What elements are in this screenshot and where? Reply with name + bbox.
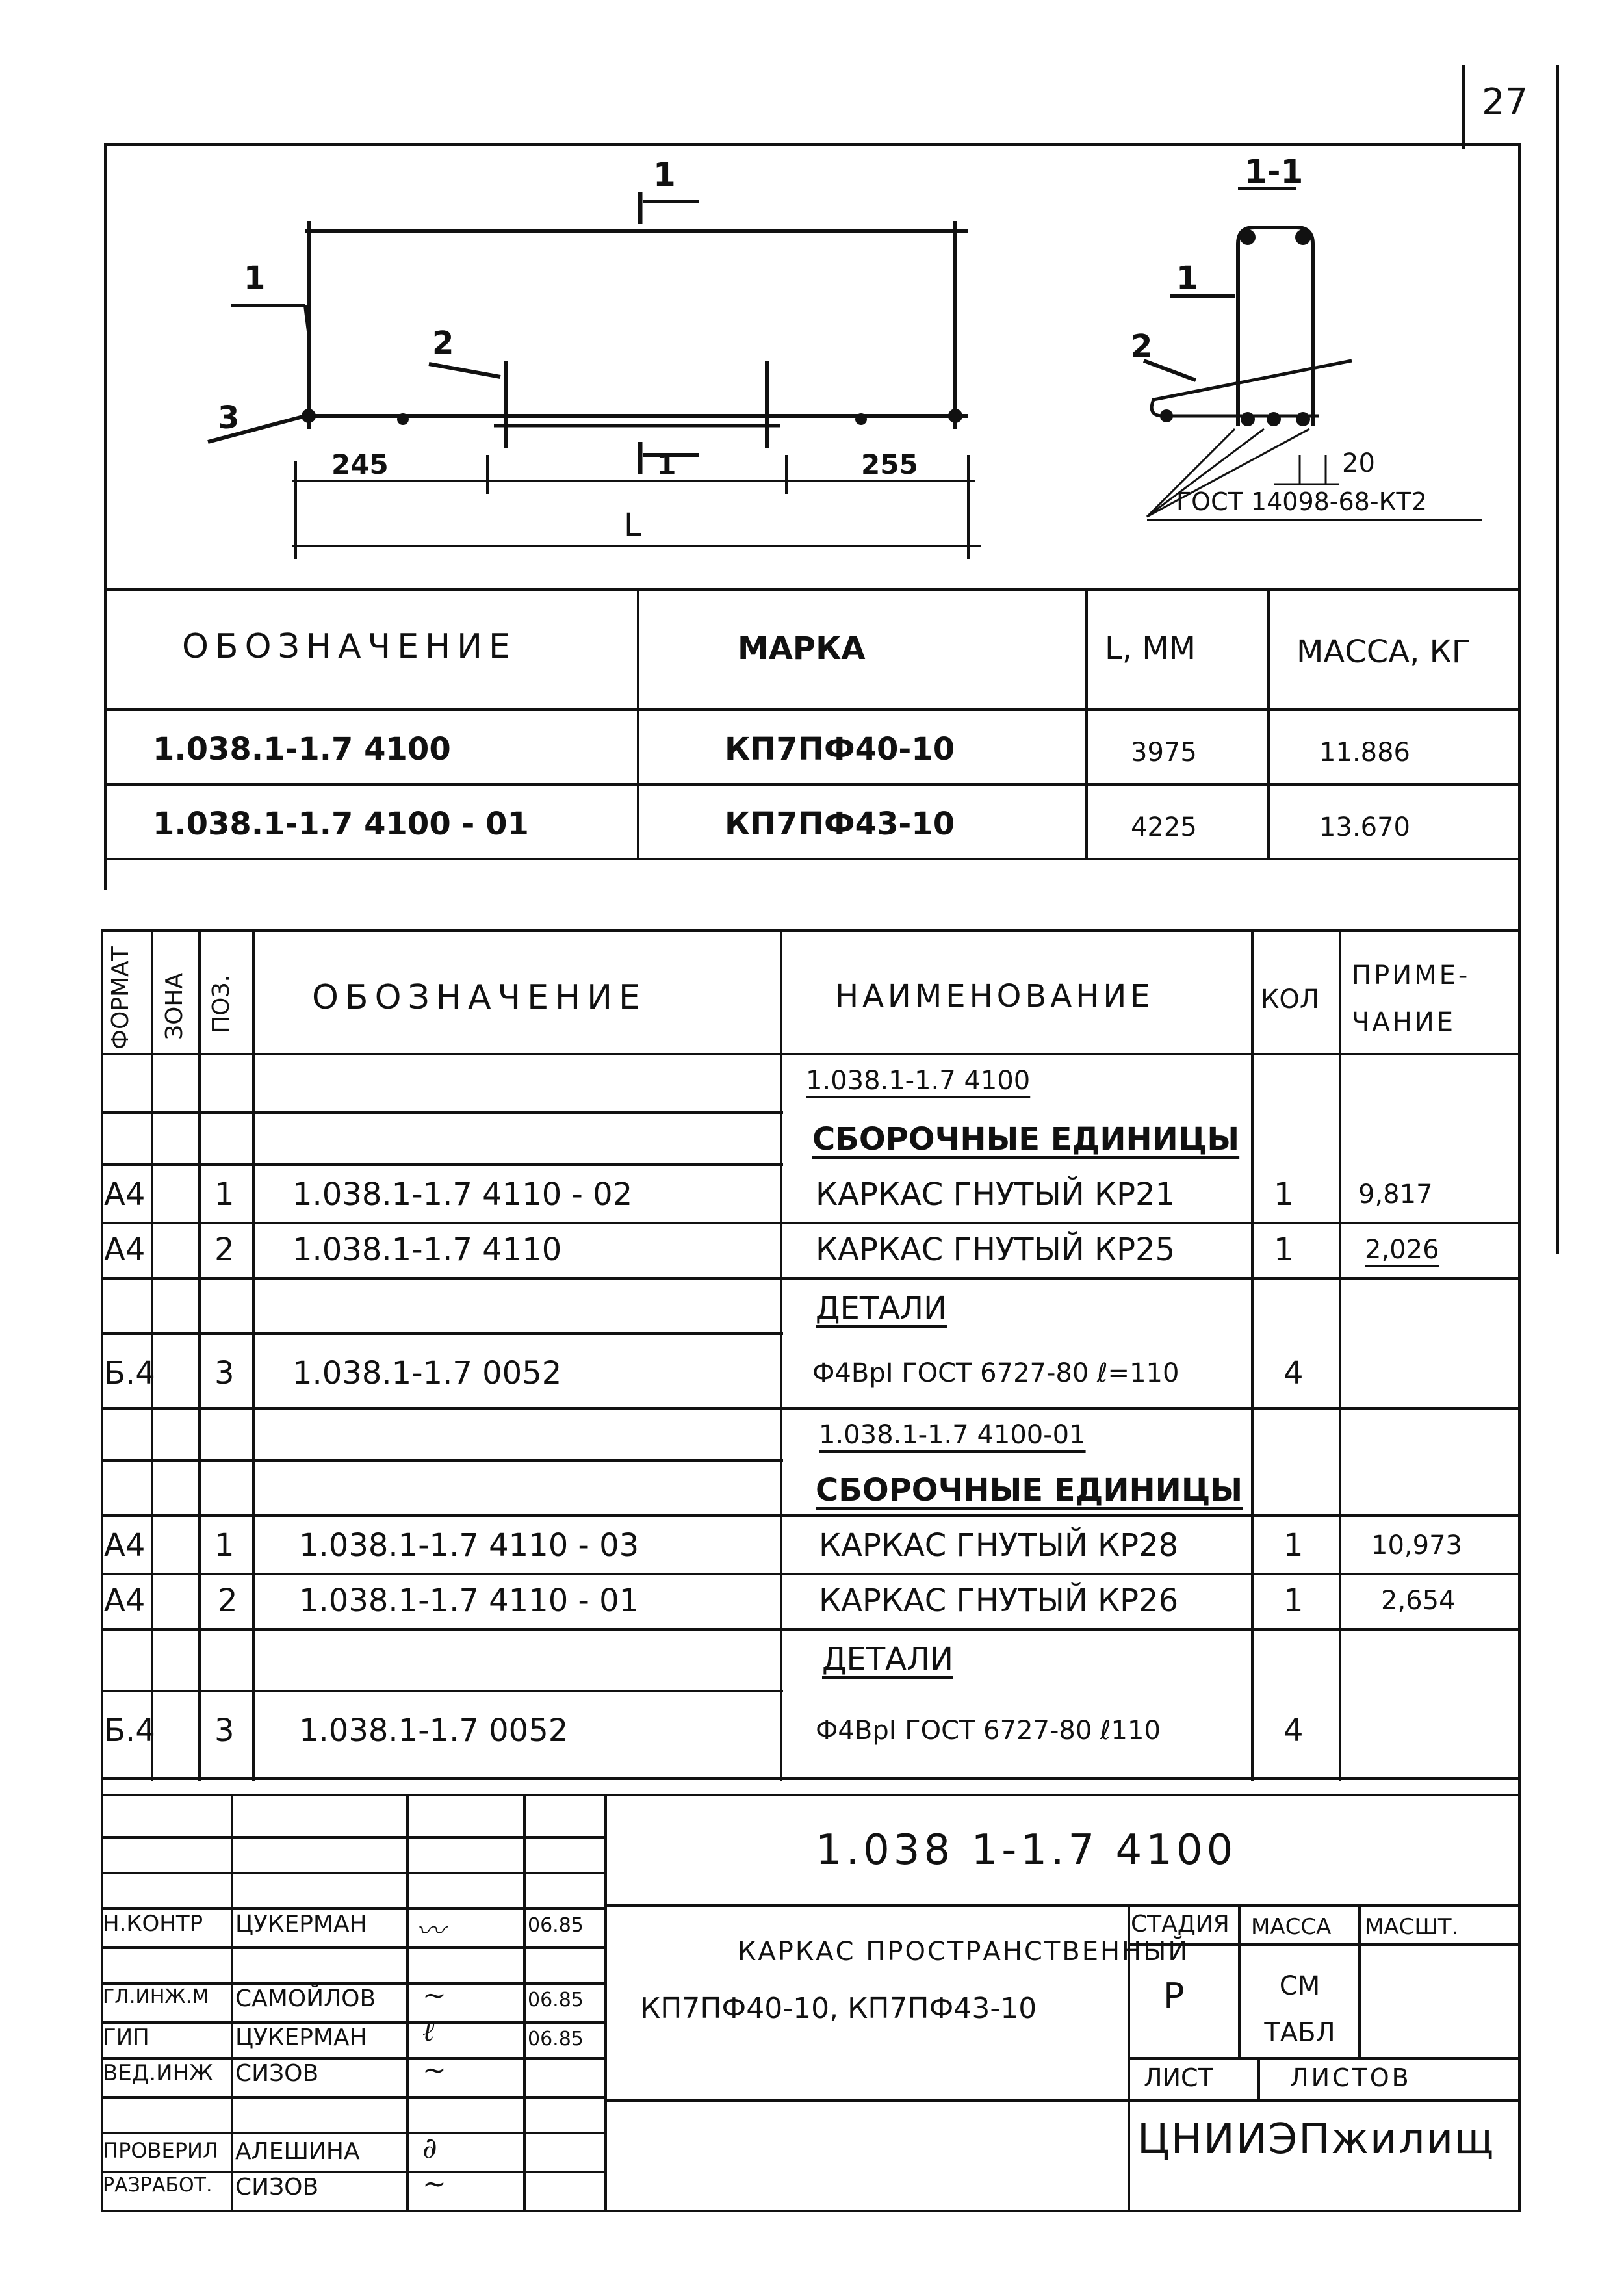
spec-row-4-format: А4: [104, 1232, 146, 1268]
tb-date-1: 06.85: [528, 1914, 584, 1937]
spec-row-rule: [101, 1777, 1518, 1780]
spec-row-10-pos: 2: [218, 1583, 238, 1619]
callout-3: 3: [218, 400, 240, 436]
section-dim: 20: [1342, 448, 1375, 478]
tb-rule-top: [101, 1794, 1518, 1796]
spec-header-designation: ОБОЗНАЧЕНИЕ: [312, 978, 647, 1017]
tb-name-5: АЛЕШИНА: [235, 2138, 360, 2165]
tb-doc-code: 1.038 1-1.7 4100: [816, 1826, 1237, 1874]
spec-row-9-pos: 1: [214, 1527, 235, 1564]
tb-signature-6: ~: [422, 2167, 446, 2201]
section-callout-1: 1: [1176, 260, 1198, 296]
spec-row-rule: [101, 1222, 1518, 1224]
spec-row-4-note: 2,026: [1365, 1235, 1439, 1265]
spec-row-3-pos: 1: [214, 1176, 235, 1213]
spec-row-rule: [101, 1690, 783, 1692]
spec-row-10-name: КАРКАС ГНУТЫЙ КР26: [819, 1583, 1179, 1619]
tb-date-2: 06.85: [528, 1989, 584, 2011]
tb-stage-value: Р: [1163, 1976, 1185, 2017]
tb-signature-3: ℓ: [422, 2015, 435, 2048]
tb-people-rule: [101, 2132, 604, 2134]
tb-rule-sheet2: [1128, 2099, 1518, 2102]
tb-title-line1: КАРКАС ПРОСТРАНСТВЕННЫЙ: [738, 1937, 1190, 1967]
tb-role-1: Н.КОНТР: [103, 1911, 203, 1937]
spec-row-2-name: СБОРОЧНЫЕ ЕДИНИЦЫ: [812, 1121, 1240, 1157]
spec-row-rule: [101, 1163, 783, 1166]
tb-people-rule: [101, 2021, 604, 2024]
spec-col-name: [780, 929, 782, 1781]
spec-row-10-designation: 1.038.1-1.7 4110 - 01: [299, 1583, 639, 1619]
tb-rule-doc: [604, 1904, 1518, 1907]
spec-row-3-designation: 1.038.1-1.7 4110 - 02: [292, 1176, 633, 1213]
section-mark-bottom: 1: [656, 448, 677, 482]
tb-people-rule: [101, 1907, 604, 1910]
spec-col-note: [1339, 929, 1341, 1781]
dim-right: 255: [861, 448, 918, 480]
tb-col-mass: [1238, 1904, 1241, 2057]
tb-people-rule: [101, 1946, 604, 1949]
top-table-r1-length: 3975: [1131, 738, 1197, 768]
spec-row-7-name: 1.038.1-1.7 4100-01: [819, 1420, 1086, 1450]
spec-row-10-note: 2,654: [1381, 1586, 1456, 1616]
spec-row-rule: [101, 1573, 1518, 1575]
spec-row-9-note: 10,973: [1371, 1531, 1462, 1560]
tb-name-1: ЦУКЕРМАН: [235, 1911, 367, 1937]
tb-people-rule: [101, 1836, 604, 1839]
spec-row-12-pos: 3: [214, 1712, 235, 1749]
spec-row-12-name: Ф4ВрI ГОСТ 6727-80 ℓ110: [816, 1716, 1161, 1746]
tb-role-4: ВЕД.ИНЖ: [103, 2060, 213, 2086]
tb-people-col-1: [231, 1794, 233, 2210]
spec-rule-top: [101, 929, 1518, 932]
spec-row-6-designation: 1.038.1-1.7 0052: [292, 1355, 562, 1391]
spec-row-rule: [101, 1277, 1518, 1280]
tb-role-2: ГЛ.ИНЖ.М: [103, 1985, 209, 2008]
spec-header-qty: КОЛ: [1261, 985, 1319, 1014]
top-table-rule-0: [104, 588, 1521, 591]
tb-people-rule: [101, 2096, 604, 2099]
dim-left: 245: [331, 448, 389, 480]
top-table-header-designation: ОБОЗНАЧЕНИЕ: [182, 627, 517, 666]
spec-row-9-qty: 1: [1283, 1527, 1304, 1564]
top-table-rule-3: [104, 858, 1521, 860]
top-table-header-length: L, ММ: [1105, 630, 1196, 667]
tb-sheet-label: ЛИСТ: [1144, 2063, 1213, 2092]
tb-mass-value: СМ ТАБЛ: [1264, 1971, 1335, 2048]
top-table-header-mark: МАРКА: [738, 630, 866, 667]
spec-row-12-designation: 1.038.1-1.7 0052: [299, 1712, 569, 1749]
tb-mass-label: МАССА: [1251, 1914, 1332, 1940]
tb-people-rule: [101, 1872, 604, 1874]
section-mark-top: 1: [653, 156, 676, 194]
tb-scale-label: МАСШТ.: [1365, 1914, 1459, 1940]
spec-row-4-qty: 1: [1274, 1232, 1294, 1268]
tb-people-rule: [101, 2171, 604, 2173]
top-table-rule-1: [104, 708, 1521, 711]
tb-signature-2: ~: [422, 1979, 446, 2012]
top-table-col-3: [1267, 588, 1270, 858]
sheet-number: 27: [1482, 81, 1528, 123]
spec-row-11-name: ДЕТАЛИ: [822, 1641, 953, 1677]
spec-row-3-qty: 1: [1274, 1176, 1294, 1213]
spec-row-9-format: А4: [104, 1527, 146, 1564]
tb-col-scale: [1358, 1904, 1361, 2057]
spec-header-note: ПРИМЕ-ЧАНИЕ: [1352, 961, 1471, 1037]
spec-row-6-name: Ф4ВрI ГОСТ 6727-80 ℓ=110: [812, 1358, 1179, 1388]
frame-bottom: [101, 2210, 1521, 2212]
callout-1: 1: [244, 260, 266, 296]
spec-row-12-format: Б.4: [104, 1712, 155, 1749]
spec-row-4-pos: 2: [214, 1232, 235, 1268]
spec-col-zone: [198, 929, 201, 1781]
spec-row-6-qty: 4: [1283, 1355, 1304, 1391]
spec-row-5-name: ДЕТАЛИ: [816, 1290, 947, 1326]
spec-row-8-name: СБОРОЧНЫЕ ЕДИНИЦЫ: [816, 1472, 1243, 1508]
tb-name-4: СИЗОВ: [235, 2060, 319, 2087]
tb-signature-1: 〰: [416, 1915, 445, 1948]
top-table-r1-designation: 1.038.1-1.7 4100: [153, 731, 451, 768]
tb-role-3: ГИП: [103, 2024, 149, 2050]
spec-row-3-note: 9,817: [1358, 1180, 1433, 1209]
spec-row-rule: [101, 1459, 783, 1462]
tb-role-5: ПРОВЕРИЛ: [103, 2138, 219, 2163]
spec-row-4-designation: 1.038.1-1.7 4110: [292, 1232, 562, 1268]
spec-row-3-name: КАРКАС ГНУТЫЙ КР21: [816, 1176, 1176, 1213]
top-table-r2-mark: КП7ПФ43-10: [725, 806, 955, 842]
tb-people-rule: [101, 1982, 604, 1985]
top-table-r2-length: 4225: [1131, 812, 1197, 842]
spec-col-qty: [1251, 929, 1254, 1781]
section-title: 1-1: [1244, 153, 1304, 190]
tb-title-line2: КП7ПФ40-10, КП7ПФ43-10: [640, 1992, 1037, 2025]
tb-name-6: СИЗОВ: [235, 2174, 319, 2201]
tb-name-3: ЦУКЕРМАН: [235, 2024, 367, 2051]
tb-rule-sheet: [1128, 2057, 1518, 2060]
spec-row-10-qty: 1: [1283, 1583, 1304, 1619]
top-table-r1-mass: 11.886: [1319, 738, 1410, 768]
spec-row-9-name: КАРКАС ГНУТЫЙ КР28: [819, 1527, 1179, 1564]
frame-left-spec: [101, 929, 103, 2210]
spec-row-4-name: КАРКАС ГНУТЫЙ КР25: [816, 1232, 1176, 1268]
spec-header-name: НАИМЕНОВАНИЕ: [835, 978, 1154, 1014]
tb-people-rule: [101, 2057, 604, 2060]
top-table-r2-designation: 1.038.1-1.7 4100 - 01: [153, 806, 529, 842]
tb-date-3: 06.85: [528, 2028, 584, 2050]
top-table-col-2: [1085, 588, 1088, 858]
top-table-rule-2: [104, 783, 1521, 786]
spec-row-rule: [101, 1407, 1518, 1410]
spec-col-pos: [252, 929, 255, 1781]
tb-organization: ЦНИИЭПжилищ: [1137, 2115, 1495, 2164]
spec-row-rule: [101, 1111, 783, 1114]
spec-header-format: ФОРМАТ: [107, 946, 134, 1050]
tb-col-sheets: [1257, 2057, 1260, 2099]
tb-name-2: САМОЙЛОВ: [235, 1985, 376, 2012]
spec-header-pos: ПОЗ.: [208, 975, 235, 1033]
tb-people-col-2: [406, 1794, 409, 2210]
tb-people-col-3: [523, 1794, 526, 2210]
section-callout-2: 2: [1131, 328, 1153, 365]
top-table-header-mass: МАССА, КГ: [1296, 634, 1471, 670]
dim-total: L: [624, 507, 641, 543]
spec-row-rule: [101, 1514, 1518, 1517]
spec-row-6-pos: 3: [214, 1355, 235, 1391]
tb-signature-4: ~: [422, 2054, 446, 2087]
spec-row-rule: [101, 1332, 783, 1335]
top-table-r2-mass: 13.670: [1319, 812, 1410, 842]
spec-row-1-name: 1.038.1-1.7 4100: [806, 1066, 1031, 1096]
spec-row-rule: [101, 1628, 1518, 1631]
spec-row-3-format: А4: [104, 1176, 146, 1213]
tb-stage-label: СТАДИЯ: [1131, 1911, 1230, 1937]
spec-header-zone: ЗОНА: [161, 972, 188, 1040]
section-gost-note: ГОСТ 14098-68-КТ2: [1176, 487, 1427, 516]
callout-2: 2: [432, 325, 454, 361]
spec-rule-header: [101, 1053, 1518, 1055]
tb-rule-title-bottom: [604, 2099, 1128, 2102]
tb-col-doc: [604, 1794, 607, 2210]
spec-row-10-format: А4: [104, 1583, 146, 1619]
top-table-r1-mark: КП7ПФ40-10: [725, 731, 955, 768]
top-table-col-1: [637, 588, 639, 858]
tb-sheets-label: ЛИСТОВ: [1290, 2063, 1411, 2092]
spec-row-12-qty: 4: [1283, 1712, 1304, 1749]
spec-row-6-format: Б.4: [104, 1355, 155, 1391]
tb-role-6: РАЗРАБОТ.: [103, 2174, 213, 2197]
tb-signature-5: ∂: [422, 2132, 437, 2165]
spec-row-9-designation: 1.038.1-1.7 4110 - 03: [299, 1527, 639, 1564]
